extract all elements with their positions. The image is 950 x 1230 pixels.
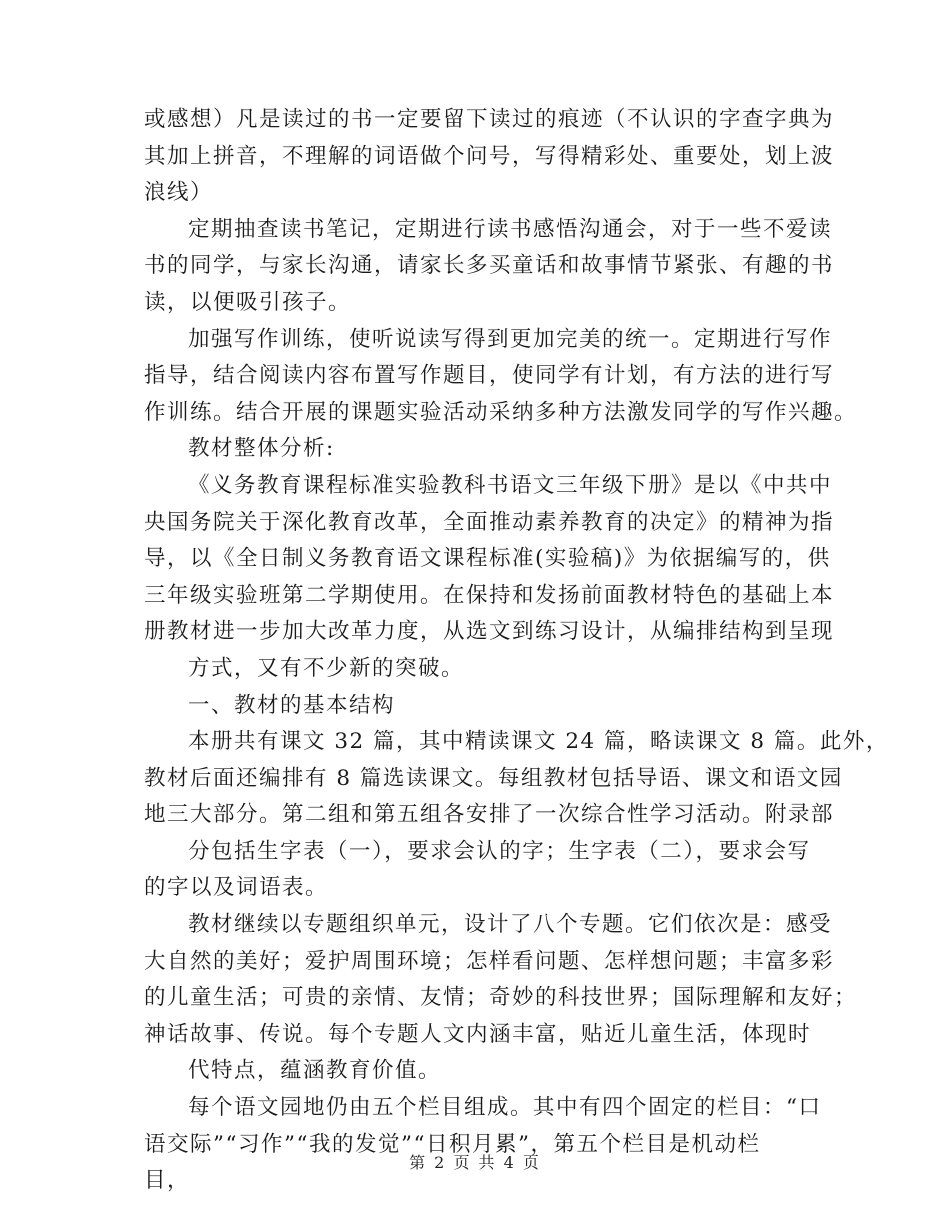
- text-line: 地三大部分。第二组和第五组各安排了一次综合性学习活动。附录部: [144, 802, 835, 828]
- text-line: 定期抽查读书笔记，定期进行读书感悟沟通会，对于一些不爱读: [188, 216, 833, 242]
- text-line: 指导，结合阅读内容布置写作题目，使同学有计划，有方法的进行写: [144, 363, 835, 389]
- text-line: 导，以《全日制义务教育语文课程标准(实验稿)》为依据编写的，供: [144, 546, 831, 572]
- text-line: 浪线）: [144, 180, 214, 206]
- text-line: 方式，又有不少新的突破。: [188, 655, 465, 681]
- text-line: 册教材进一步加大改革力度，从选文到练习设计，从编排结构到呈现: [144, 619, 835, 645]
- text-line: 教材后面还编排有 8 篇选读课文。每组教材包括导语、课文和语文园: [144, 765, 843, 791]
- text-line: 三年级实验班第二学期使用。在保持和发扬前面教材特色的基础上本: [144, 582, 835, 608]
- text-line: 的字以及词语表。: [144, 875, 329, 901]
- text-line: 大自然的美好；爱护周围环境；怎样看问题、怎样想问题；丰富多彩: [144, 948, 835, 974]
- text-line: 教材继续以专题组织单元，设计了八个专题。它们依次是：感受: [188, 912, 833, 938]
- text-line: 一、教材的基本结构: [188, 692, 396, 718]
- text-line: 加强写作训练，使听说读写得到更加完美的统一。定期进行写作: [188, 326, 833, 352]
- text-line: 语交际”“习作”“我的发觉”“日积月累”，第五个栏目是机动栏: [144, 1131, 761, 1157]
- text-line: 作训练。结合开展的课题实验活动采纳多种方法激发同学的写作兴趣。: [144, 399, 858, 425]
- text-line: 的儿童生活；可贵的亲情、友情；奇妙的科技世界；国际理解和友好；: [144, 985, 858, 1011]
- text-line: 读，以便吸引孩子。: [144, 289, 352, 315]
- text-line: 或感想）凡是读过的书一定要留下读过的痕迹（不认识的字查字典为: [144, 107, 835, 132]
- text-line: 其加上拼音，不理解的词语做个问号，写得精彩处、重要处，划上波: [144, 143, 835, 169]
- text-line: 央国务院关于深化教育改革，全面推动素养教育的决定》的精神为指: [144, 509, 835, 535]
- text-line: 书的同学，与家长沟通，请家长多买童话和故事情节紧张、有趣的书: [144, 253, 835, 279]
- text-line: 教材整体分析:: [188, 436, 335, 462]
- document-body: [144, 102, 889, 1200]
- text-line: 本册共有课文 32 篇，其中精读课文 24 篇，略读课文 8 篇。此外，: [188, 729, 889, 755]
- text-line: 《义务教育课程标准实验教科书语文三年级下册》是以《中共中: [188, 472, 833, 498]
- text-line: 代特点，蕴涵教育价值。: [188, 1058, 442, 1084]
- text-line: 目，: [144, 1168, 191, 1194]
- page-footer: 第 2 页 共 4 页: [409, 1153, 541, 1172]
- text-line: 分包括生字表（一），要求会认的字；生字表（二），要求会写: [188, 838, 811, 864]
- text-line: 神话故事、传说。每个专题人文内涵丰富，贴近儿童生活，体现时: [144, 1021, 812, 1047]
- text-line: 每个语文园地仍由五个栏目组成。其中有四个固定的栏目：“口: [188, 1095, 822, 1121]
